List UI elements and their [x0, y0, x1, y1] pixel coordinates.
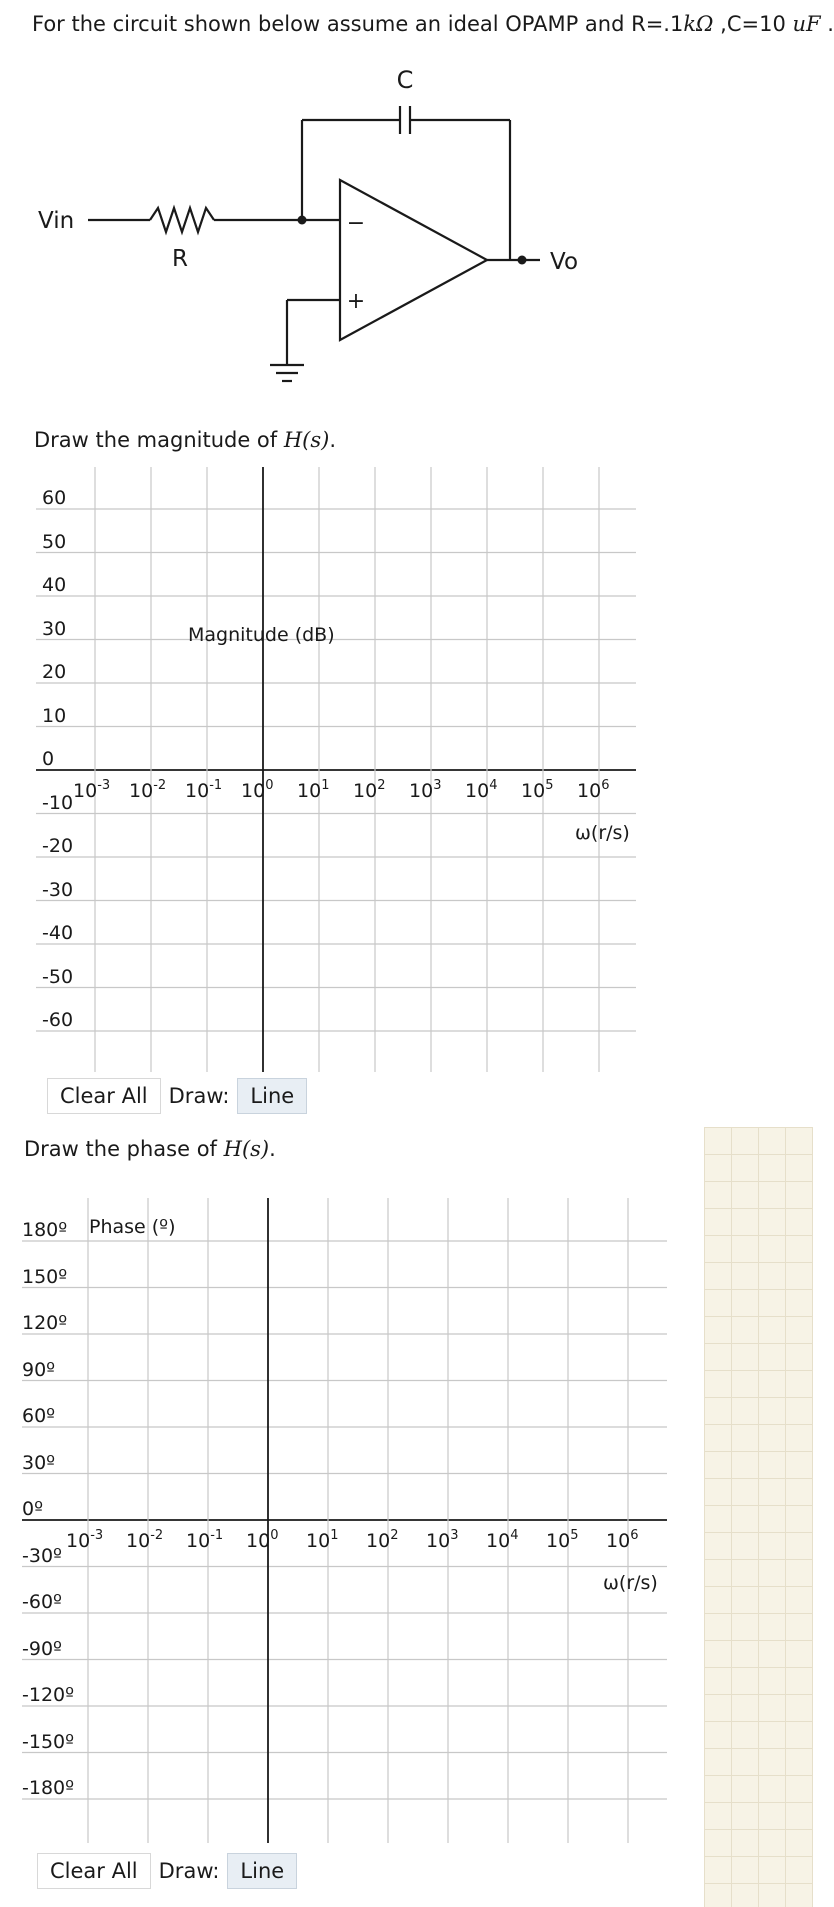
magnitude-y-label: 0 — [42, 748, 55, 770]
phase-x-tick-label: $10^4$ — [486, 1528, 519, 1552]
magnitude-y-label: -30 — [42, 878, 74, 901]
phase-x-tick-label: $10^{-1}$ — [186, 1528, 224, 1552]
phase-y-label: 60º — [22, 1405, 56, 1427]
magnitude-y-label: -10 — [42, 791, 74, 814]
problem-text-mid: ,C=10 — [713, 12, 793, 36]
opamp-triangle — [340, 180, 487, 340]
phase-y-label: 0º — [22, 1498, 44, 1520]
magnitude-title-text: Draw the magnitude of — [34, 428, 284, 452]
magnitude-y-label: 40 — [42, 574, 67, 596]
capacitance-unit: uF — [792, 12, 821, 36]
phase-x-tick-label: $10^6$ — [606, 1528, 639, 1552]
magnitude-x-tick-label: $10^4$ — [465, 778, 498, 802]
magnitude-x-tick-label: $10^2$ — [353, 778, 386, 802]
magnitude-line-tool-button[interactable]: Line — [237, 1078, 307, 1114]
magnitude-x-axis-label: ω(r/s) — [575, 822, 630, 844]
phase-y-label: -150º — [22, 1730, 75, 1753]
phase-y-label: -30º — [22, 1544, 62, 1567]
magnitude-x-tick-label: $10^{-1}$ — [185, 778, 223, 802]
side-panel — [704, 1127, 813, 1907]
phase-x-tick-label: $10^{-2}$ — [126, 1528, 164, 1552]
magnitude-y-label: 10 — [42, 704, 67, 727]
magnitude-x-tick-label: $10^0$ — [241, 778, 274, 802]
magnitude-y-label: -60 — [42, 1009, 74, 1031]
problem-text-suffix: . — [820, 12, 834, 36]
phase-title-text: Draw the phase of — [24, 1137, 224, 1161]
problem-text-prefix: For the circuit shown below assume an ideal OPAMP and R=.1 — [32, 12, 684, 36]
problem-statement — [32, 12, 834, 36]
inverting-input-sign: − — [346, 211, 366, 236]
magnitude-x-tick-label: $10^3$ — [409, 778, 442, 802]
phase-y-label: 180º — [22, 1219, 68, 1241]
magnitude-draw-label: Draw: — [168, 1084, 230, 1108]
phase-y-label: 30º — [22, 1451, 56, 1474]
magnitude-title — [34, 428, 336, 452]
phase-x-axis-label: ω(r/s) — [603, 1572, 658, 1594]
magnitude-y-label: -20 — [42, 835, 74, 857]
phase-title — [24, 1137, 276, 1161]
phase-x-tick-label: $10^0$ — [246, 1528, 279, 1552]
phase-x-tick-label: $10^2$ — [366, 1528, 399, 1552]
noninverting-input-sign: + — [346, 289, 366, 314]
phase-controls — [37, 1853, 297, 1889]
resistance-unit: kΩ — [683, 12, 714, 36]
phase-title-period: . — [269, 1137, 276, 1161]
resistor-symbol — [150, 208, 214, 232]
phase-y-label: -60º — [22, 1591, 62, 1613]
opamp-circuit-diagram — [0, 50, 620, 400]
phase-y-label: -180º — [22, 1777, 75, 1799]
phase-x-tick-label: $10^5$ — [546, 1528, 579, 1552]
phase-clear-all-button[interactable]: Clear All — [37, 1853, 151, 1889]
resistor-label: R — [172, 246, 188, 272]
capacitor-label: C — [396, 66, 414, 94]
phase-line-tool-button[interactable]: Line — [227, 1853, 297, 1889]
phase-y-label: 90º — [22, 1358, 56, 1381]
phase-x-tick-label: $10^1$ — [306, 1528, 339, 1552]
phase-axis-label: Phase (º) — [89, 1216, 176, 1238]
magnitude-x-tick-label: $10^{-2}$ — [129, 778, 167, 802]
vo-label: Vo — [550, 249, 579, 275]
vin-label: Vin — [38, 208, 75, 234]
magnitude-x-tick-label: $10^5$ — [521, 778, 554, 802]
magnitude-x-tick-label: $10^6$ — [577, 778, 610, 802]
phase-y-label: -90º — [22, 1637, 62, 1660]
magnitude-x-tick-label: $10^{-3}$ — [73, 778, 111, 802]
magnitude-y-label: 60 — [42, 487, 67, 509]
magnitude-controls — [47, 1078, 307, 1114]
summing-node-dot — [298, 216, 307, 225]
phase-y-label: 120º — [22, 1312, 68, 1334]
magnitude-title-math: H(s) — [283, 428, 330, 452]
magnitude-y-label: 30 — [42, 617, 67, 640]
phase-x-tick-label: $10^3$ — [426, 1528, 459, 1552]
magnitude-y-label: -40 — [42, 922, 74, 944]
phase-y-label: -120º — [22, 1684, 75, 1706]
magnitude-y-label: 50 — [42, 530, 67, 553]
phase-x-tick-label: $10^{-3}$ — [66, 1528, 104, 1552]
magnitude-clear-all-button[interactable]: Clear All — [47, 1078, 161, 1114]
output-node-dot — [518, 256, 527, 265]
phase-y-label: 150º — [22, 1265, 68, 1288]
magnitude-y-label: 20 — [42, 661, 67, 683]
phase-draw-label: Draw: — [158, 1859, 220, 1883]
magnitude-title-period: . — [329, 428, 337, 452]
phase-title-math: H(s) — [223, 1137, 270, 1161]
magnitude-axis-label: Magnitude (dB) — [188, 624, 335, 646]
magnitude-y-label: -50 — [42, 965, 74, 988]
magnitude-x-tick-label: $10^1$ — [297, 778, 330, 802]
